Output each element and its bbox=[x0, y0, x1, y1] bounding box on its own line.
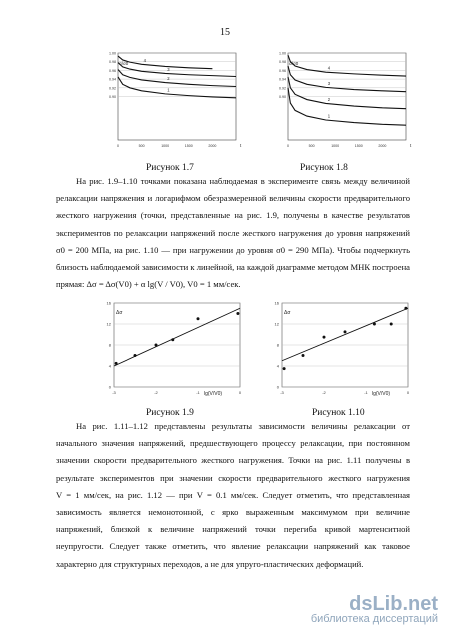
data-point bbox=[197, 317, 200, 320]
series-2-label: 2 bbox=[167, 76, 170, 82]
x-tick-label: 1000 bbox=[331, 144, 340, 148]
y-tick-label: 8 bbox=[108, 342, 111, 348]
y-axis-label: σ/σ0 bbox=[289, 61, 299, 66]
series-1-line bbox=[118, 77, 236, 98]
text-line: жесткого нагружения (точки, представленные на рис. 1.9, получены в качестве результатов bbox=[56, 210, 410, 221]
y-tick-label: 0.90 bbox=[109, 95, 116, 99]
x-tick-label: 500 bbox=[308, 144, 315, 148]
x-tick-label: -2 bbox=[154, 390, 158, 395]
series-4-label: 4 bbox=[143, 57, 146, 63]
series-2-line bbox=[288, 77, 406, 109]
figure-1-10-caption: Рисунок 1.10 bbox=[312, 408, 365, 418]
series-1-line bbox=[288, 88, 406, 125]
y-tick-label: 1.00 bbox=[279, 51, 286, 56]
y-tick-label: 0.98 bbox=[109, 60, 116, 65]
text-line: σ0 = 200 МПа, на рис. 1.10 — при нагружении до уровня σ0 = 290 МПа). Чтобы подчеркнуть bbox=[56, 244, 410, 255]
data-point bbox=[302, 354, 305, 357]
figure-1-10-chart bbox=[268, 295, 416, 405]
figure-1-9-caption: Рисунок 1.9 bbox=[146, 408, 194, 418]
figure-1-7-chart bbox=[96, 45, 246, 160]
y-tick-label: 0 bbox=[108, 384, 111, 390]
y-tick-label: 0.90 bbox=[279, 95, 286, 99]
x-tick-label: 1500 bbox=[354, 144, 363, 148]
data-point bbox=[373, 323, 376, 326]
x-tick-label: -1 bbox=[364, 390, 368, 395]
text-line: начального значения напряжений, предшествующего процессу релаксации, при постоянном bbox=[56, 438, 410, 449]
y-tick-label: 0.98 bbox=[279, 60, 286, 65]
y-tick-label: 0.92 bbox=[279, 86, 286, 91]
figure-1-8-caption: Рисунок 1.8 bbox=[300, 163, 348, 173]
text-line: зависимость является немонотонной, с ярко выраженным максимумом при величине bbox=[56, 507, 410, 518]
data-point bbox=[236, 312, 239, 315]
x-axis-label: lg(V/V0) bbox=[204, 391, 223, 397]
fit-line bbox=[282, 308, 408, 361]
y-tick-label: 16 bbox=[106, 300, 111, 306]
x-tick-label: 2000 bbox=[378, 144, 387, 148]
y-tick-label: 0.96 bbox=[279, 68, 286, 73]
series-3-label: 3 bbox=[327, 80, 331, 86]
x-tick-label: 0 bbox=[406, 390, 410, 395]
paragraph-2 bbox=[56, 418, 410, 573]
y-axis-label: Δσ bbox=[284, 310, 291, 316]
series-3-label: 3 bbox=[167, 66, 170, 72]
y-tick-label: 0.96 bbox=[109, 68, 116, 73]
x-tick-label: 0 bbox=[238, 390, 242, 395]
data-point bbox=[390, 323, 393, 326]
series-2-label: 2 bbox=[327, 96, 331, 102]
paragraph-1 bbox=[56, 173, 410, 293]
x-tick-label: 1500 bbox=[184, 144, 193, 148]
x-tick-label: 2000 bbox=[208, 144, 217, 148]
data-point bbox=[155, 344, 158, 347]
x-tick-label: 500 bbox=[138, 144, 145, 148]
text-line: напряжений, близкой к величине напряжений точки перегиба кривой мартенситной bbox=[56, 524, 410, 535]
x-axis-label: lg(V/V0) bbox=[372, 391, 391, 397]
text-line: прямая: Δσ = Δσ(V0) + α lg(V / V0), V0 = 1 мм/сек. bbox=[56, 279, 241, 290]
watermark-logo: dsLib.net bbox=[349, 593, 438, 615]
x-axis-label: t bbox=[240, 143, 242, 148]
text-line: На рис. 1.9–1.10 точками показана наблюдаемая в эксперименте связь между величиной bbox=[76, 176, 410, 186]
x-tick-label: 0 bbox=[287, 144, 289, 148]
series-4-line bbox=[118, 56, 212, 69]
y-tick-label: 0.92 bbox=[109, 86, 116, 91]
y-tick-label: 0.94 bbox=[279, 77, 286, 82]
watermark-subtitle: библиотека диссертаций bbox=[310, 613, 438, 625]
y-axis-label: Δσ bbox=[116, 310, 123, 316]
y-tick-label: 16 bbox=[274, 300, 279, 306]
text-line: V = 1 мм/сек, на рис. 1.12 — при V = 0.1 мм/сек. Следует отметить, что представленная bbox=[56, 489, 410, 500]
y-axis-label: σ/σ0 bbox=[119, 61, 129, 66]
data-point bbox=[344, 330, 347, 333]
text-line: экспериментов по релаксации напряжений после жесткого нагружения до уровня напряжений bbox=[56, 227, 410, 238]
figure-1-9-chart bbox=[100, 295, 248, 405]
x-tick-label: -2 bbox=[322, 390, 326, 395]
data-point bbox=[134, 354, 137, 357]
y-tick-label: 0 bbox=[276, 384, 279, 390]
data-point bbox=[283, 367, 286, 370]
text-line: близость наблюдаемой зависимости к линейной, на каждой диаграмме методом МНК построена bbox=[56, 262, 410, 273]
watermark bbox=[311, 593, 438, 625]
series-4-line bbox=[288, 55, 406, 76]
text-line: На рис. 1.11–1.12 представлены результаты зависимости величины релаксации от bbox=[76, 421, 410, 431]
figure-1-8-chart bbox=[266, 45, 416, 160]
text-line: значении скорости предварительного жесткого нагружения. Точки на рис. 1.11 получены в bbox=[56, 455, 410, 466]
text-line: релаксации напряжения и логарифмом обезразмеренной величины скорости предварительного bbox=[56, 193, 410, 204]
data-point bbox=[323, 336, 326, 339]
data-point bbox=[404, 307, 407, 310]
x-tick-label: -3 bbox=[112, 390, 116, 395]
y-tick-label: 8 bbox=[276, 342, 279, 348]
y-tick-label: 12 bbox=[274, 321, 279, 327]
y-tick-label: 0.94 bbox=[109, 77, 116, 82]
figure-1-7-caption: Рисунок 1.7 bbox=[146, 163, 194, 173]
text-line: результате экспериментов при значении скорости предварительного жесткого нагружения bbox=[56, 472, 410, 483]
y-tick-label: 4 bbox=[108, 363, 111, 369]
data-point bbox=[115, 362, 118, 365]
series-1-label: 1 bbox=[167, 87, 170, 93]
x-tick-label: -1 bbox=[196, 390, 200, 395]
x-tick-label: 1000 bbox=[161, 144, 170, 148]
text-line: характерно для структурных переходов, а не для упруго-пластических деформаций. bbox=[56, 558, 364, 569]
series-1-label: 1 bbox=[327, 113, 331, 119]
text-line: неупругости. Следует также отметить, что явление релаксации напряжений как таковое bbox=[56, 541, 410, 552]
series-4-label: 4 bbox=[327, 65, 331, 71]
page-number: 15 bbox=[220, 27, 230, 38]
x-tick-label: 0 bbox=[117, 144, 119, 148]
series-3-line bbox=[118, 63, 236, 77]
fit-line bbox=[114, 308, 240, 366]
x-tick-label: -3 bbox=[280, 390, 284, 395]
y-tick-label: 4 bbox=[276, 363, 279, 369]
x-axis-label: t bbox=[410, 143, 412, 148]
data-point bbox=[171, 338, 174, 341]
y-tick-label: 12 bbox=[106, 321, 111, 327]
y-tick-label: 1.00 bbox=[109, 51, 116, 56]
series-2-line bbox=[118, 70, 236, 87]
